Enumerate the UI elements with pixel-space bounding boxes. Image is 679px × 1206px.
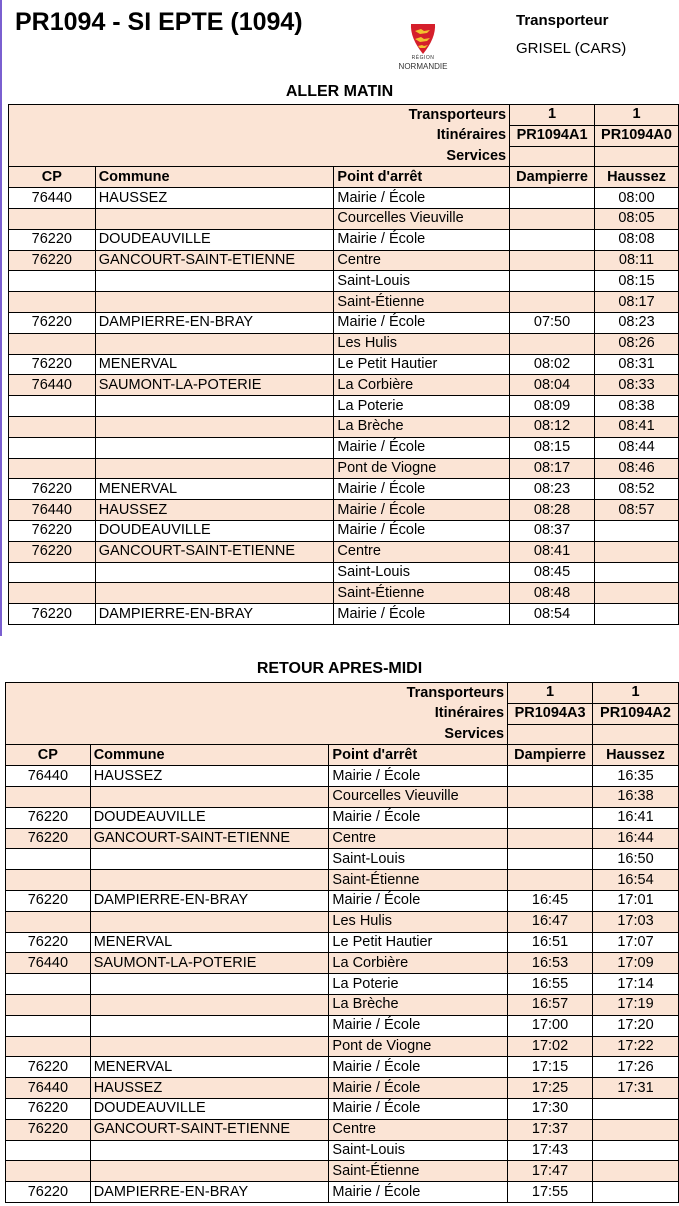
time-cell-service-2: 08:41 [595,416,679,437]
table-row [9,188,679,209]
logo-caption-small: RÉGION [411,55,435,61]
cp-cell: 76220 [9,354,96,375]
time-cell-service-2: 16:38 [593,786,679,807]
time-cell-service-2 [593,1182,679,1203]
carrier-name: GRISEL (CARS) [516,40,627,57]
time-cell-service-1 [508,786,593,807]
table-row [6,1119,679,1140]
stop-cell: Mairie / École [334,520,510,541]
time-cell-service-2 [595,541,679,562]
table-row [9,500,679,521]
time-cell-service-1: 16:55 [508,974,593,995]
commune-cell [95,208,334,229]
cp-cell: 76220 [9,250,96,271]
stop-cell: Saint-Étienne [334,583,510,604]
time-cell-service-1: 17:00 [508,1015,593,1036]
service-1-blank [508,724,593,745]
cp-cell: 76220 [9,479,96,500]
cp-cell: 76220 [6,932,91,953]
time-cell-service-2: 08:11 [595,250,679,271]
time-cell-service-1: 16:45 [508,890,593,911]
time-cell-service-1: 08:17 [510,458,595,479]
cp-cell [9,271,96,292]
column-header-cp: CP [6,745,91,766]
commune-cell: HAUSSEZ [90,766,329,787]
service-2-blank [593,724,679,745]
time-cell-service-2: 08:15 [595,271,679,292]
column-header-commune: Commune [90,745,329,766]
stop-cell: Centre [334,250,510,271]
section-title-aller: ALLER MATIN [285,83,394,100]
commune-cell [90,1140,329,1161]
label-itineraires: Itinéraires [6,703,508,724]
stop-cell: Mairie / École [334,604,510,625]
cp-cell [6,911,91,932]
stop-cell: Les Hulis [334,333,510,354]
time-cell-service-1: 08:28 [510,500,595,521]
table-row [9,333,679,354]
table-row [6,953,679,974]
time-cell-service-1: 08:09 [510,396,595,417]
time-cell-service-1: 08:23 [510,479,595,500]
time-cell-service-1: 16:47 [508,911,593,932]
logo-caption: NORMANDIE [398,62,448,71]
table-row [6,1161,679,1182]
table-row [6,932,679,953]
commune-cell: DOUDEAUVILLE [95,229,334,250]
table-row [9,541,679,562]
commune-cell [90,1161,329,1182]
stop-cell: Courcelles Vieuville [329,786,508,807]
table-row [9,354,679,375]
table-row [9,229,679,250]
time-cell-service-2: 08:26 [595,333,679,354]
time-cell-service-2: 08:44 [595,437,679,458]
column-header-service-1: Dampierre [508,745,593,766]
cp-cell: 76440 [6,766,91,787]
service-1-transporteur: 1 [508,683,593,704]
commune-cell [90,1015,329,1036]
table-row [9,312,679,333]
cp-cell: 76220 [6,1057,91,1078]
stop-cell: Mairie / École [329,807,508,828]
commune-cell: MENERVAL [95,354,334,375]
time-cell-service-2: 16:50 [593,849,679,870]
time-cell-service-2: 08:46 [595,458,679,479]
time-cell-service-1: 17:30 [508,1098,593,1119]
time-cell-service-2: 08:05 [595,208,679,229]
stop-cell: La Poterie [334,396,510,417]
cp-cell: 76220 [6,1098,91,1119]
time-cell-service-1: 08:41 [510,541,595,562]
cp-cell [6,1015,91,1036]
time-cell-service-2: 08:17 [595,292,679,313]
cp-cell: 76220 [6,1182,91,1203]
cp-cell [9,292,96,313]
service-2-blank [595,146,679,167]
table-row [9,271,679,292]
stop-cell: Mairie / École [334,229,510,250]
stop-cell: Mairie / École [334,479,510,500]
table-row [9,520,679,541]
stop-cell: Le Petit Hautier [334,354,510,375]
stop-cell: Mairie / École [334,188,510,209]
time-cell-service-2: 08:23 [595,312,679,333]
commune-cell: DOUDEAUVILLE [90,807,329,828]
commune-cell [95,562,334,583]
table-row [6,994,679,1015]
timetable-aller [8,104,679,625]
time-cell-service-2: 17:07 [593,932,679,953]
cp-cell: 76220 [9,520,96,541]
time-cell-service-1: 16:57 [508,994,593,1015]
column-header-service-1: Dampierre [510,167,595,188]
commune-cell [95,292,334,313]
commune-cell: HAUSSEZ [95,500,334,521]
cp-cell: 76440 [9,375,96,396]
commune-cell [90,849,329,870]
stop-cell: Le Petit Hautier [329,932,508,953]
stop-cell: Saint-Louis [329,1140,508,1161]
table-row [9,292,679,313]
commune-cell: HAUSSEZ [90,1078,329,1099]
cp-cell [6,994,91,1015]
time-cell-service-1: 08:48 [510,583,595,604]
commune-cell: GANCOURT-SAINT-ETIENNE [95,541,334,562]
cp-cell: 76220 [6,1119,91,1140]
time-cell-service-1: 08:45 [510,562,595,583]
commune-cell: GANCOURT-SAINT-ETIENNE [90,828,329,849]
service-1-blank [510,146,595,167]
time-cell-service-1: 08:15 [510,437,595,458]
commune-cell [90,974,329,995]
cp-cell [9,416,96,437]
time-cell-service-2: 17:31 [593,1078,679,1099]
stop-cell: La Poterie [329,974,508,995]
stop-cell: Mairie / École [334,500,510,521]
service-2-transporteur: 1 [593,683,679,704]
table-row [9,396,679,417]
commune-cell [95,333,334,354]
commune-cell: MENERVAL [90,1057,329,1078]
time-cell-service-1 [510,292,595,313]
cp-cell [6,849,91,870]
time-cell-service-2 [593,1119,679,1140]
time-cell-service-1 [510,229,595,250]
time-cell-service-2: 08:33 [595,375,679,396]
section-title-retour: RETOUR APRES-MIDI [256,660,423,677]
time-cell-service-2: 17:19 [593,994,679,1015]
commune-cell [95,416,334,437]
table-row [6,807,679,828]
commune-cell: MENERVAL [95,479,334,500]
stop-cell: Centre [334,541,510,562]
stop-cell: Mairie / École [329,1182,508,1203]
table-row [6,974,679,995]
table-row [9,604,679,625]
service-2-itineraire: PR1094A2 [593,703,679,724]
service-1-transporteur: 1 [510,105,595,126]
stop-cell: Mairie / École [334,437,510,458]
time-cell-service-1: 17:47 [508,1161,593,1182]
time-cell-service-1 [510,188,595,209]
time-cell-service-1 [510,333,595,354]
stop-cell: Saint-Étienne [329,1161,508,1182]
table-row [6,911,679,932]
table-row [9,416,679,437]
stop-cell: Centre [329,828,508,849]
column-header-arret: Point d'arrêt [329,745,508,766]
service-1-itineraire: PR1094A1 [510,125,595,146]
page-title: PR1094 - SI EPTE (1094) [15,8,303,36]
table-row [6,870,679,891]
service-2-transporteur: 1 [595,105,679,126]
stop-cell: La Corbière [329,953,508,974]
time-cell-service-2: 16:54 [593,870,679,891]
column-header-arret: Point d'arrêt [334,167,510,188]
stop-cell: Pont de Viogne [334,458,510,479]
time-cell-service-1: 08:54 [510,604,595,625]
label-transporteurs: Transporteurs [6,683,508,704]
stop-cell: Pont de Viogne [329,1036,508,1057]
time-cell-service-1: 17:25 [508,1078,593,1099]
cp-cell: 76220 [6,807,91,828]
timetable-retour [5,682,679,1203]
time-cell-service-2: 08:57 [595,500,679,521]
table-row [6,828,679,849]
time-cell-service-2: 08:08 [595,229,679,250]
label-transporteurs: Transporteurs [9,105,510,126]
stop-cell: La Corbière [334,375,510,396]
service-1-itineraire: PR1094A3 [508,703,593,724]
cp-cell [9,437,96,458]
label-itineraires: Itinéraires [9,125,510,146]
time-cell-service-1: 08:12 [510,416,595,437]
time-cell-service-2: 08:52 [595,479,679,500]
time-cell-service-1 [508,828,593,849]
time-cell-service-2: 17:20 [593,1015,679,1036]
stop-cell: Courcelles Vieuville [334,208,510,229]
commune-cell: DOUDEAUVILLE [90,1098,329,1119]
table-row [9,250,679,271]
table-row [9,437,679,458]
table-row [9,583,679,604]
service-2-itineraire: PR1094A0 [595,125,679,146]
commune-cell [90,1036,329,1057]
commune-cell: GANCOURT-SAINT-ETIENNE [95,250,334,271]
time-cell-service-1 [510,250,595,271]
region-logo [389,22,457,78]
stop-cell: Mairie / École [329,766,508,787]
time-cell-service-2: 17:01 [593,890,679,911]
time-cell-service-1 [508,807,593,828]
time-cell-service-2 [593,1140,679,1161]
cp-cell: 76440 [6,953,91,974]
time-cell-service-2 [595,562,679,583]
commune-cell [90,911,329,932]
table-row [6,890,679,911]
stop-cell: Centre [329,1119,508,1140]
cp-cell: 76220 [6,890,91,911]
table-row [9,458,679,479]
stop-cell: Mairie / École [329,1015,508,1036]
stop-cell: Saint-Louis [334,271,510,292]
cp-cell [6,786,91,807]
stop-cell: La Brèche [329,994,508,1015]
commune-cell [90,870,329,891]
time-cell-service-2 [595,583,679,604]
stop-cell: Mairie / École [329,1057,508,1078]
time-cell-service-2: 17:09 [593,953,679,974]
column-header-service-2: Haussez [593,745,679,766]
column-header-cp: CP [9,167,96,188]
cp-cell: 76440 [6,1078,91,1099]
cp-cell [6,1161,91,1182]
cp-cell [9,333,96,354]
cp-cell [9,583,96,604]
time-cell-service-1: 17:55 [508,1182,593,1203]
table-row [6,786,679,807]
table-row [6,1078,679,1099]
label-services: Services [9,146,510,167]
table-row [6,766,679,787]
cp-cell: 76220 [9,229,96,250]
time-cell-service-2 [595,520,679,541]
time-cell-service-1: 08:37 [510,520,595,541]
table-row [6,1057,679,1078]
column-header-service-2: Haussez [595,167,679,188]
cp-cell [6,974,91,995]
cp-cell: 76440 [9,500,96,521]
cp-cell [6,1140,91,1161]
table-row [9,562,679,583]
cp-cell [9,562,96,583]
table-row [6,1098,679,1119]
commune-cell: DAMPIERRE-EN-BRAY [95,604,334,625]
commune-cell [95,437,334,458]
commune-cell: DOUDEAUVILLE [95,520,334,541]
cp-cell: 76220 [9,312,96,333]
commune-cell [95,271,334,292]
stop-cell: Saint-Louis [334,562,510,583]
time-cell-service-1 [510,271,595,292]
commune-cell: HAUSSEZ [95,188,334,209]
time-cell-service-2 [593,1161,679,1182]
table-row [9,375,679,396]
time-cell-service-2: 17:14 [593,974,679,995]
time-cell-service-1 [508,849,593,870]
time-cell-service-1: 08:04 [510,375,595,396]
cp-cell: 76440 [9,188,96,209]
time-cell-service-2: 16:44 [593,828,679,849]
time-cell-service-1: 17:02 [508,1036,593,1057]
table-row [6,1015,679,1036]
commune-cell: GANCOURT-SAINT-ETIENNE [90,1119,329,1140]
stop-cell: Saint-Étienne [329,870,508,891]
time-cell-service-2: 16:41 [593,807,679,828]
carrier-label: Transporteur [516,12,609,29]
commune-cell: SAUMONT-LA-POTERIE [95,375,334,396]
time-cell-service-1: 07:50 [510,312,595,333]
table-row [6,849,679,870]
stop-cell: La Brèche [334,416,510,437]
commune-cell: SAUMONT-LA-POTERIE [90,953,329,974]
table-row [6,1182,679,1203]
commune-cell: DAMPIERRE-EN-BRAY [95,312,334,333]
time-cell-service-1: 17:43 [508,1140,593,1161]
time-cell-service-2: 16:35 [593,766,679,787]
stop-cell: Saint-Étienne [334,292,510,313]
table-row [6,1036,679,1057]
time-cell-service-2: 08:31 [595,354,679,375]
cp-cell [6,870,91,891]
cp-cell: 76220 [9,604,96,625]
time-cell-service-2: 17:22 [593,1036,679,1057]
table-row [9,479,679,500]
stop-cell: Mairie / École [334,312,510,333]
commune-cell [90,994,329,1015]
time-cell-service-1: 17:15 [508,1057,593,1078]
stop-cell: Mairie / École [329,1078,508,1099]
time-cell-service-2: 08:00 [595,188,679,209]
cp-cell [9,208,96,229]
table-row [6,1140,679,1161]
time-cell-service-2: 17:26 [593,1057,679,1078]
time-cell-service-1 [508,870,593,891]
cp-cell: 76220 [9,541,96,562]
stop-cell: Les Hulis [329,911,508,932]
table-row [9,208,679,229]
commune-cell [95,396,334,417]
label-services: Services [6,724,508,745]
time-cell-service-2: 17:03 [593,911,679,932]
time-cell-service-1: 16:53 [508,953,593,974]
time-cell-service-2 [595,604,679,625]
cp-cell [9,396,96,417]
time-cell-service-1 [508,766,593,787]
stop-cell: Saint-Louis [329,849,508,870]
time-cell-service-1: 17:37 [508,1119,593,1140]
time-cell-service-2 [593,1098,679,1119]
column-header-commune: Commune [95,167,334,188]
time-cell-service-2: 08:38 [595,396,679,417]
region-crest-icon [389,22,457,56]
stop-cell: Mairie / École [329,1098,508,1119]
commune-cell: DAMPIERRE-EN-BRAY [90,890,329,911]
commune-cell [95,583,334,604]
cp-cell: 76220 [6,828,91,849]
commune-cell [90,786,329,807]
cp-cell [6,1036,91,1057]
time-cell-service-1: 16:51 [508,932,593,953]
time-cell-service-1: 08:02 [510,354,595,375]
commune-cell [95,458,334,479]
time-cell-service-1 [510,208,595,229]
cp-cell [9,458,96,479]
commune-cell: DAMPIERRE-EN-BRAY [90,1182,329,1203]
stop-cell: Mairie / École [329,890,508,911]
commune-cell: MENERVAL [90,932,329,953]
